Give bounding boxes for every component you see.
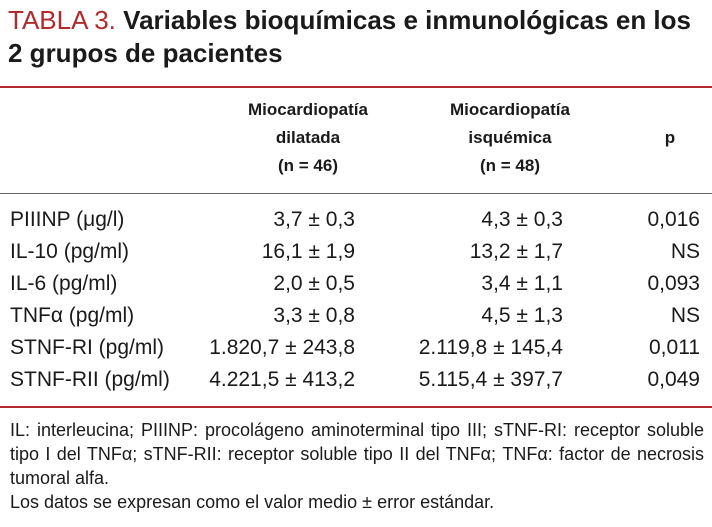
row-label: IL-10 (pg/ml) [10, 240, 130, 263]
table-title [8, 4, 708, 70]
footnote-abbrev: IL: interleucina; PIIINP: procolágeno aminoterminal tipo III; sTNF-RI: receptor soluble tipo I del TNFα; sTNF-RII: receptor soluble tipo II del TNFα; TNFα: factor de necrosis tumoral alfa. [10, 420, 704, 488]
dilatada-value: 3,3 ± 0,8 [273, 304, 355, 327]
header-line: Miocardiopatía [248, 100, 368, 119]
dilatada-value: 3,7 ± 0,3 [273, 208, 355, 231]
isquemica-value: 4,3 ± 0,3 [481, 208, 563, 231]
header-rule [0, 193, 712, 194]
table-row [0, 267, 712, 301]
dilatada-value: 16,1 ± 1,9 [261, 240, 355, 263]
table-row [0, 203, 712, 237]
bottom-rule [0, 406, 712, 408]
dilatada-value: 4.221,5 ± 413,2 [209, 368, 355, 391]
header-line: dilatada [275, 128, 341, 147]
table-row [0, 363, 712, 397]
table-caption: Variables bioquímicas e inmunológicas en los 2 grupos de pacientes [8, 5, 691, 68]
isquemica-value: 5.115,4 ± 397,7 [418, 368, 563, 391]
header-dilatada [218, 96, 398, 180]
p-value: 0,011 [649, 336, 700, 359]
row-label: STNF-RI (pg/ml) [10, 336, 164, 359]
row-label: PIIINP (μg/l) [10, 208, 125, 231]
isquemica-value: 13,2 ± 1,7 [469, 240, 563, 263]
p-value: 0,093 [647, 272, 700, 295]
header-line: isquémica [468, 128, 552, 147]
header-line: p [664, 128, 676, 147]
title-rule [0, 86, 712, 88]
isquemica-value: 2.119,8 ± 145,4 [418, 336, 563, 359]
table-row [0, 299, 712, 333]
p-value: NS [670, 240, 700, 263]
table-label: TABLA 3. [8, 5, 116, 35]
p-value: 0,049 [647, 368, 700, 391]
table-row [0, 235, 712, 269]
header-p [650, 124, 690, 152]
p-value: NS [670, 304, 700, 327]
row-label: TNFα (pg/ml) [10, 304, 135, 327]
isquemica-value: 3,4 ± 1,1 [481, 272, 563, 295]
row-label: STNF-RII (pg/ml) [10, 368, 170, 391]
table-footnote [10, 418, 704, 514]
p-value: 0,016 [647, 208, 700, 231]
dilatada-value: 1.820,7 ± 243,8 [209, 336, 355, 359]
row-label: IL-6 (pg/ml) [10, 272, 118, 295]
header-line: (n = 48) [480, 156, 540, 175]
isquemica-value: 4,5 ± 1,3 [481, 304, 563, 327]
dilatada-value: 2,0 ± 0,5 [273, 272, 355, 295]
footnote-note: Los datos se expresan como el valor medio ± error estándar. [10, 492, 495, 512]
header-isquemica [420, 96, 600, 180]
header-line: (n = 46) [278, 156, 338, 175]
header-line: Miocardiopatía [450, 100, 570, 119]
table-row [0, 331, 712, 365]
